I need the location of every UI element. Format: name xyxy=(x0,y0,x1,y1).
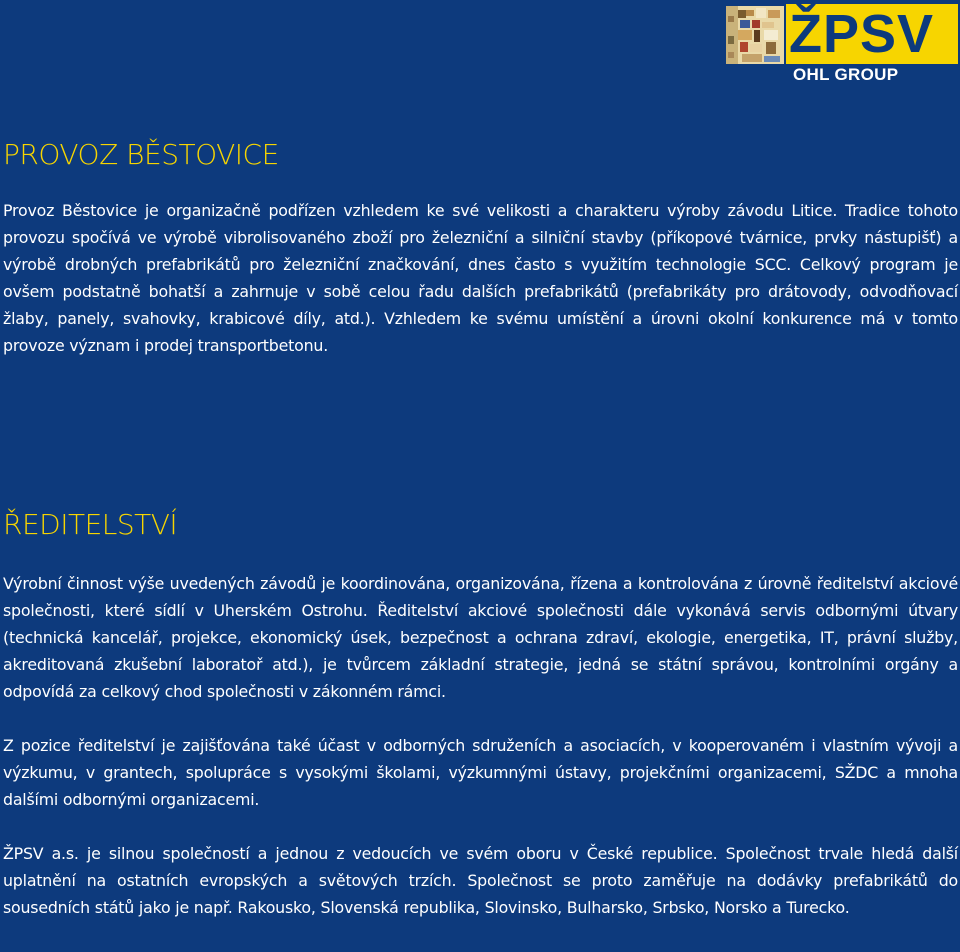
company-logo xyxy=(726,4,958,88)
section-reditelstvi xyxy=(3,508,958,921)
logo-group-text: OHL GROUP xyxy=(793,65,899,84)
logo-brand-text: ŽPSV xyxy=(789,4,935,64)
section-provoz-bestovice xyxy=(3,138,958,359)
section-heading: PROVOZ BĚSTOVICE xyxy=(3,138,279,171)
mosaic-face-icon xyxy=(726,6,784,64)
section-paragraph: Výrobní činnost výše uvedených závodů je koordinována, organizována, řízena a kontrolována z úrovně ředitelství akciové společnosti, které sídlí v Uherském Ostrohu. Ředitelství akciové společnosti dále vykonává servis odbornými útvary (technická kancelář, projekce, ekonomický úsek, bezpečnost a ochrana zdraví, ekologie, energetika, IT, právní služby, akreditovaná zkušební laboratoř atd.), je tvůrcem základní strategie, jedná se státní správou, kontrolními orgány a odpovídá za celkový chod společnosti v zákonném rámci. xyxy=(3,574,958,701)
section-paragraph: ŽPSV a.s. je silnou společností a jednou z vedoucích ve svém oboru v České republice. Společnost trvale hledá další uplatnění na ostatních evropských a světových trzích. Společnost se proto zaměřuje na dodávky prefabrikátů do sousedních států jako je např. Rakousko, Slovenská republika, Slovinsko, Bulharsko, Srbsko, Norsko a Turecko. xyxy=(3,844,958,917)
section-paragraph: Z pozice ředitelství je zajišťována také účast v odborných sdruženích a asociacích, v kooperovaném i vlastním vývoji a výzkumu, v grantech, spolupráce s vysokými školami, výzkumnými ústavy, projekčními organizacemi, SŽDC a mnoha dalšími odbornými organizacemi. xyxy=(3,736,958,809)
section-heading: ŘEDITELSTVÍ xyxy=(3,508,178,541)
section-paragraph: Provoz Běstovice je organizačně podřízen vzhledem ke své velikosti a charakteru výroby závodu Litice. Tradice tohoto provozu spočívá ve výrobě vibrolisovaného zboží pro železniční a silniční stavby (příkopové tvárnice, prvky nástupišť) a výrobě drobných prefabrikátů pro železniční značkování, dnes často s využitím technologie SCC. Celkový program je ovšem podstatně bohatší a zahrnuje v sobě celou řadu dalších prefabrikátů (prefabrikáty pro drátovody, odvodňovací žlaby, panely, svahovky, krabicové díly, atd.). Vzhledem ke svému umístění a úrovni okolní konkurence má v tomto provoze význam i prodej transportbetonu. xyxy=(3,201,958,355)
